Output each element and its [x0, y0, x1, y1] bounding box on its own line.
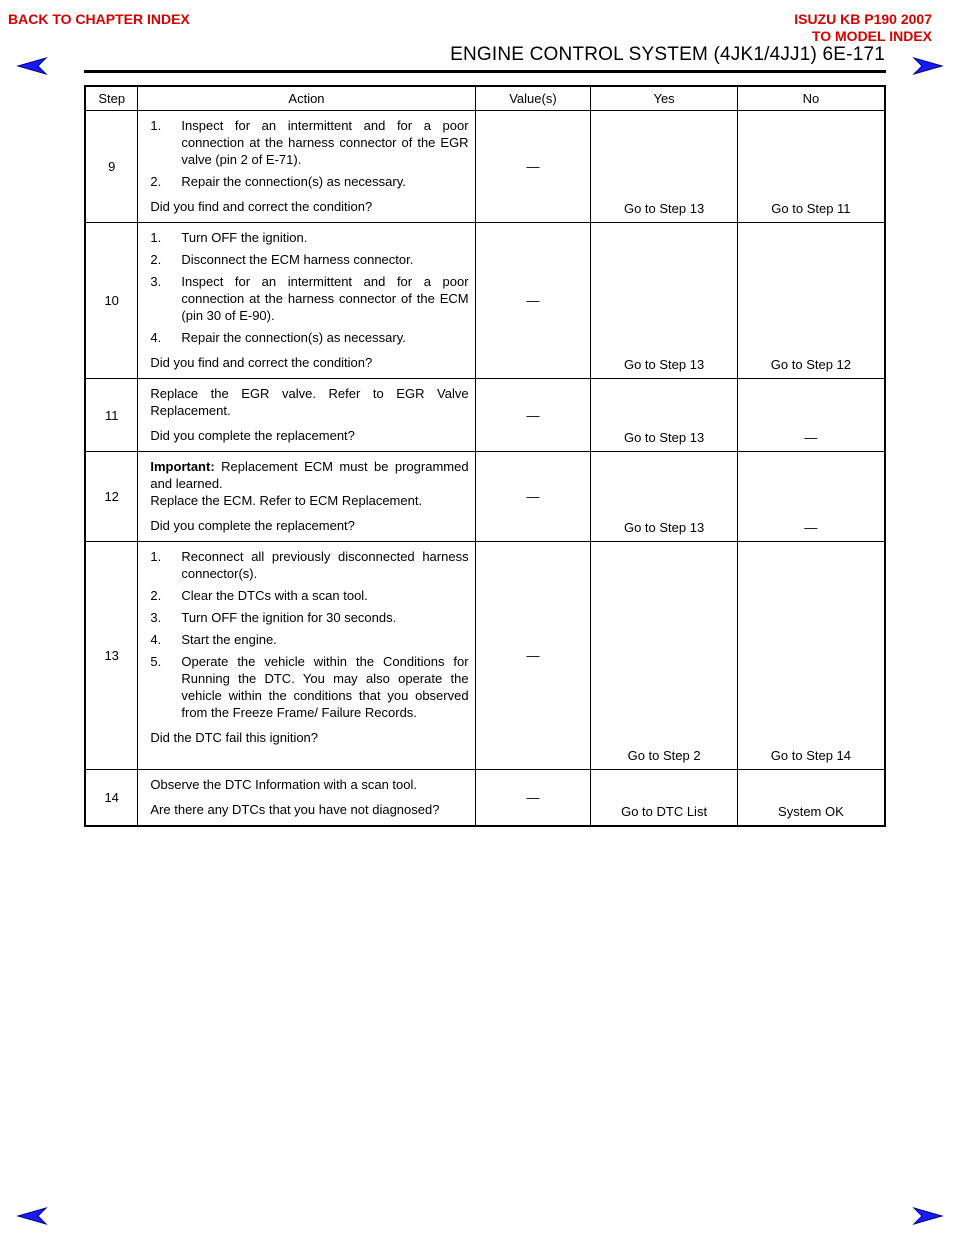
- step-number: 14: [85, 770, 138, 827]
- yes-cell: Go to Step 13: [591, 379, 738, 452]
- to-model-index-link[interactable]: TO MODEL INDEX: [811, 28, 932, 44]
- value-cell: —: [475, 770, 591, 827]
- important-note: [150, 458, 468, 492]
- table-row: [85, 770, 885, 827]
- model-title: ISUZU KB P190 2007: [794, 11, 932, 27]
- action-step: 2. Repair the connection(s) as necessary.: [150, 174, 406, 189]
- prev-page-arrow-icon[interactable]: [16, 1206, 48, 1226]
- value-cell: —: [475, 223, 591, 379]
- table-row: [85, 111, 885, 223]
- step-number: 10: [85, 223, 138, 379]
- header-no: No: [737, 86, 885, 111]
- action-question: Did you find and correct the condition?: [150, 355, 373, 370]
- yes-cell: Go to Step 13: [591, 223, 738, 379]
- yes-cell: Go to DTC List: [591, 770, 738, 827]
- action-step: 1. Inspect for an intermittent and for a poor connection at the harness connector of the EGR valve (pin 2 of E-71).: [150, 118, 469, 167]
- yes-cell: Go to Step 13: [591, 452, 738, 542]
- value-cell: —: [475, 452, 591, 542]
- header-step: Step: [85, 86, 138, 111]
- action-step: 1. Reconnect all previously disconnected harness connector(s).: [150, 549, 469, 581]
- action-step: 4. Start the engine.: [150, 632, 277, 647]
- action-cell: [138, 111, 475, 223]
- action-question: Did you complete the replacement?: [150, 428, 355, 443]
- next-page-arrow-icon[interactable]: [912, 56, 944, 76]
- action-step: 1. Turn OFF the ignition.: [150, 230, 308, 245]
- action-text: Observe the DTC Information with a scan tool.: [150, 777, 418, 792]
- model-title-block[interactable]: [794, 11, 932, 45]
- action-text: Replace the EGR valve. Refer to EGR Valve Replacement.: [150, 386, 469, 418]
- action-step: 3. Inspect for an intermittent and for a poor connection at the harness connector of the ECM (pin 30 of E-90).: [150, 274, 469, 323]
- header-yes: Yes: [591, 86, 738, 111]
- action-question: Did you find and correct the condition?: [150, 199, 373, 214]
- prev-page-arrow-icon[interactable]: [16, 56, 48, 76]
- value-cell: —: [475, 111, 591, 223]
- page-title: ENGINE CONTROL SYSTEM (4JK1/4JJ1) 6E-171: [450, 44, 885, 65]
- no-cell: Go to Step 12: [737, 223, 885, 379]
- no-cell: Go to Step 14: [737, 542, 885, 770]
- action-cell: [138, 770, 475, 827]
- value-cell: —: [475, 379, 591, 452]
- action-step: 5. Operate the vehicle within the Conditions for Running the DTC. You may also operate the vehicle within the conditions that you observed from the Freeze Frame/ Failure Records.: [150, 654, 469, 720]
- action-cell: [138, 223, 475, 379]
- table-row: [85, 542, 885, 770]
- header-values: Value(s): [475, 86, 591, 111]
- table-row: [85, 223, 885, 379]
- back-to-chapter-index-link[interactable]: BACK TO CHAPTER INDEX: [8, 11, 190, 27]
- diagnostic-table: [84, 85, 886, 827]
- action-cell: [138, 452, 475, 542]
- step-number: 12: [85, 452, 138, 542]
- header-divider: [84, 70, 886, 73]
- step-number: 13: [85, 542, 138, 770]
- important-text: Replacement ECM must be programmed and learned.: [150, 459, 469, 491]
- action-cell: [138, 542, 475, 770]
- step-number: 9: [85, 111, 138, 223]
- action-question: Are there any DTCs that you have not diagnosed?: [150, 802, 440, 817]
- table-header-row: [85, 86, 885, 111]
- header-action: Action: [138, 86, 475, 111]
- step-number: 11: [85, 379, 138, 452]
- no-cell: System OK: [737, 770, 885, 827]
- next-page-arrow-icon[interactable]: [912, 1206, 944, 1226]
- table-row: [85, 379, 885, 452]
- yes-cell: Go to Step 13: [591, 111, 738, 223]
- no-cell: Go to Step 11: [737, 111, 885, 223]
- yes-cell: Go to Step 2: [591, 542, 738, 770]
- action-question: Did you complete the replacement?: [150, 518, 355, 533]
- action-step: 4. Repair the connection(s) as necessary.: [150, 330, 406, 345]
- no-cell: —: [737, 452, 885, 542]
- no-cell: —: [737, 379, 885, 452]
- table-row: [85, 452, 885, 542]
- action-question: Did the DTC fail this ignition?: [150, 730, 319, 745]
- value-cell: —: [475, 542, 591, 770]
- action-step: 2. Clear the DTCs with a scan tool.: [150, 588, 368, 603]
- action-cell: [138, 379, 475, 452]
- action-step: 3. Turn OFF the ignition for 30 seconds.: [150, 610, 397, 625]
- action-step: 2. Disconnect the ECM harness connector.: [150, 252, 414, 267]
- action-text: Replace the ECM. Refer to ECM Replacement.: [150, 493, 423, 508]
- important-label: Important:: [150, 459, 215, 474]
